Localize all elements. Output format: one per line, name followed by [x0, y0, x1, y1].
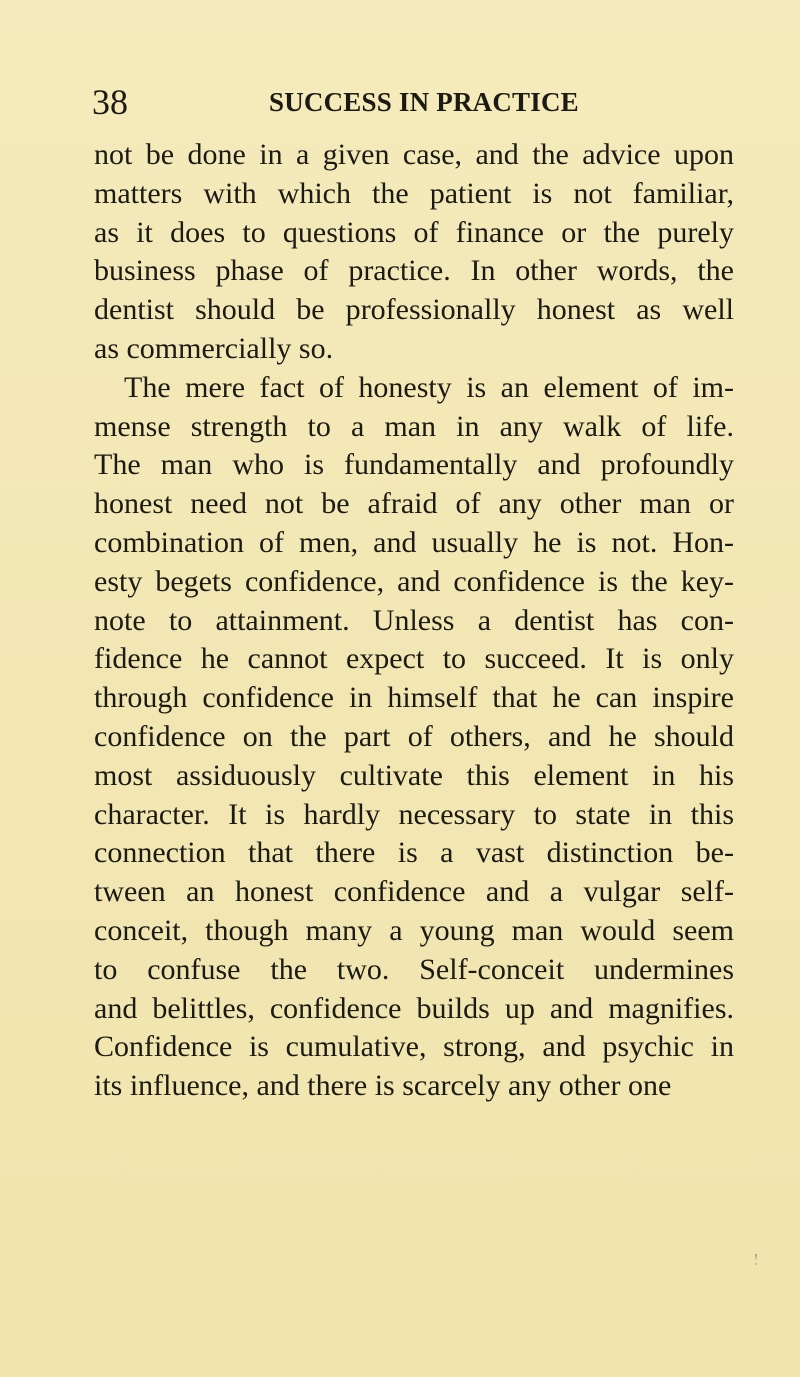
text-line: honest need not be afraid of any other man or [94, 487, 734, 521]
paper-speck-mark [752, 1253, 760, 1267]
text-line: mense strength to a man in any walk of life. [94, 409, 734, 443]
text-line: Confidence is cumulative, strong, and psychic in [94, 1030, 734, 1064]
text-line: fidence he cannot expect to succeed. It is only [94, 642, 734, 676]
text-line: tween an honest confidence and a vulgar self- [94, 875, 734, 909]
text-line: to confuse the two. Self-conceit undermines [94, 952, 734, 986]
text-line: its influence, and there is scarcely any other one [94, 1069, 672, 1103]
text-line: confidence on the part of others, and he should [94, 719, 734, 753]
running-title: SUCCESS IN PRACTICE [269, 87, 579, 117]
text-line: The man who is fundamentally and profoundly [94, 448, 734, 482]
text-line: esty begets confidence, and confidence is the key- [94, 564, 734, 598]
text-line: business phase of practice. In other words, the [94, 254, 734, 288]
text-line: matters with which the patient is not familiar, [94, 176, 734, 210]
text-line: conceit, though many a young man would seem [94, 913, 734, 947]
page-number: 38 [92, 82, 128, 122]
text-line: note to attainment. Unless a dentist has con- [94, 603, 734, 637]
text-line: and belittles, confidence builds up and magnifies. [94, 991, 734, 1025]
text-line: character. It is hardly necessary to state in this [94, 797, 734, 831]
running-head [92, 80, 732, 122]
text-line: as commercially so. [94, 331, 334, 365]
text-line: through confidence in himself that he can inspire [94, 681, 734, 715]
text-line: as it does to questions of finance or the purely [94, 215, 734, 249]
text-line: not be done in a given case, and the advice upon [94, 138, 734, 171]
text-line: most assiduously cultivate this element in his [94, 758, 734, 792]
body-text [94, 136, 734, 1106]
text-line: The mere fact of honesty is an element of im- [124, 370, 734, 404]
text-line: dentist should be professionally honest as well [94, 293, 734, 327]
text-line: connection that there is a vast distinction be- [94, 836, 734, 870]
text-line: combination of men, and usually he is not. Hon- [94, 525, 734, 559]
